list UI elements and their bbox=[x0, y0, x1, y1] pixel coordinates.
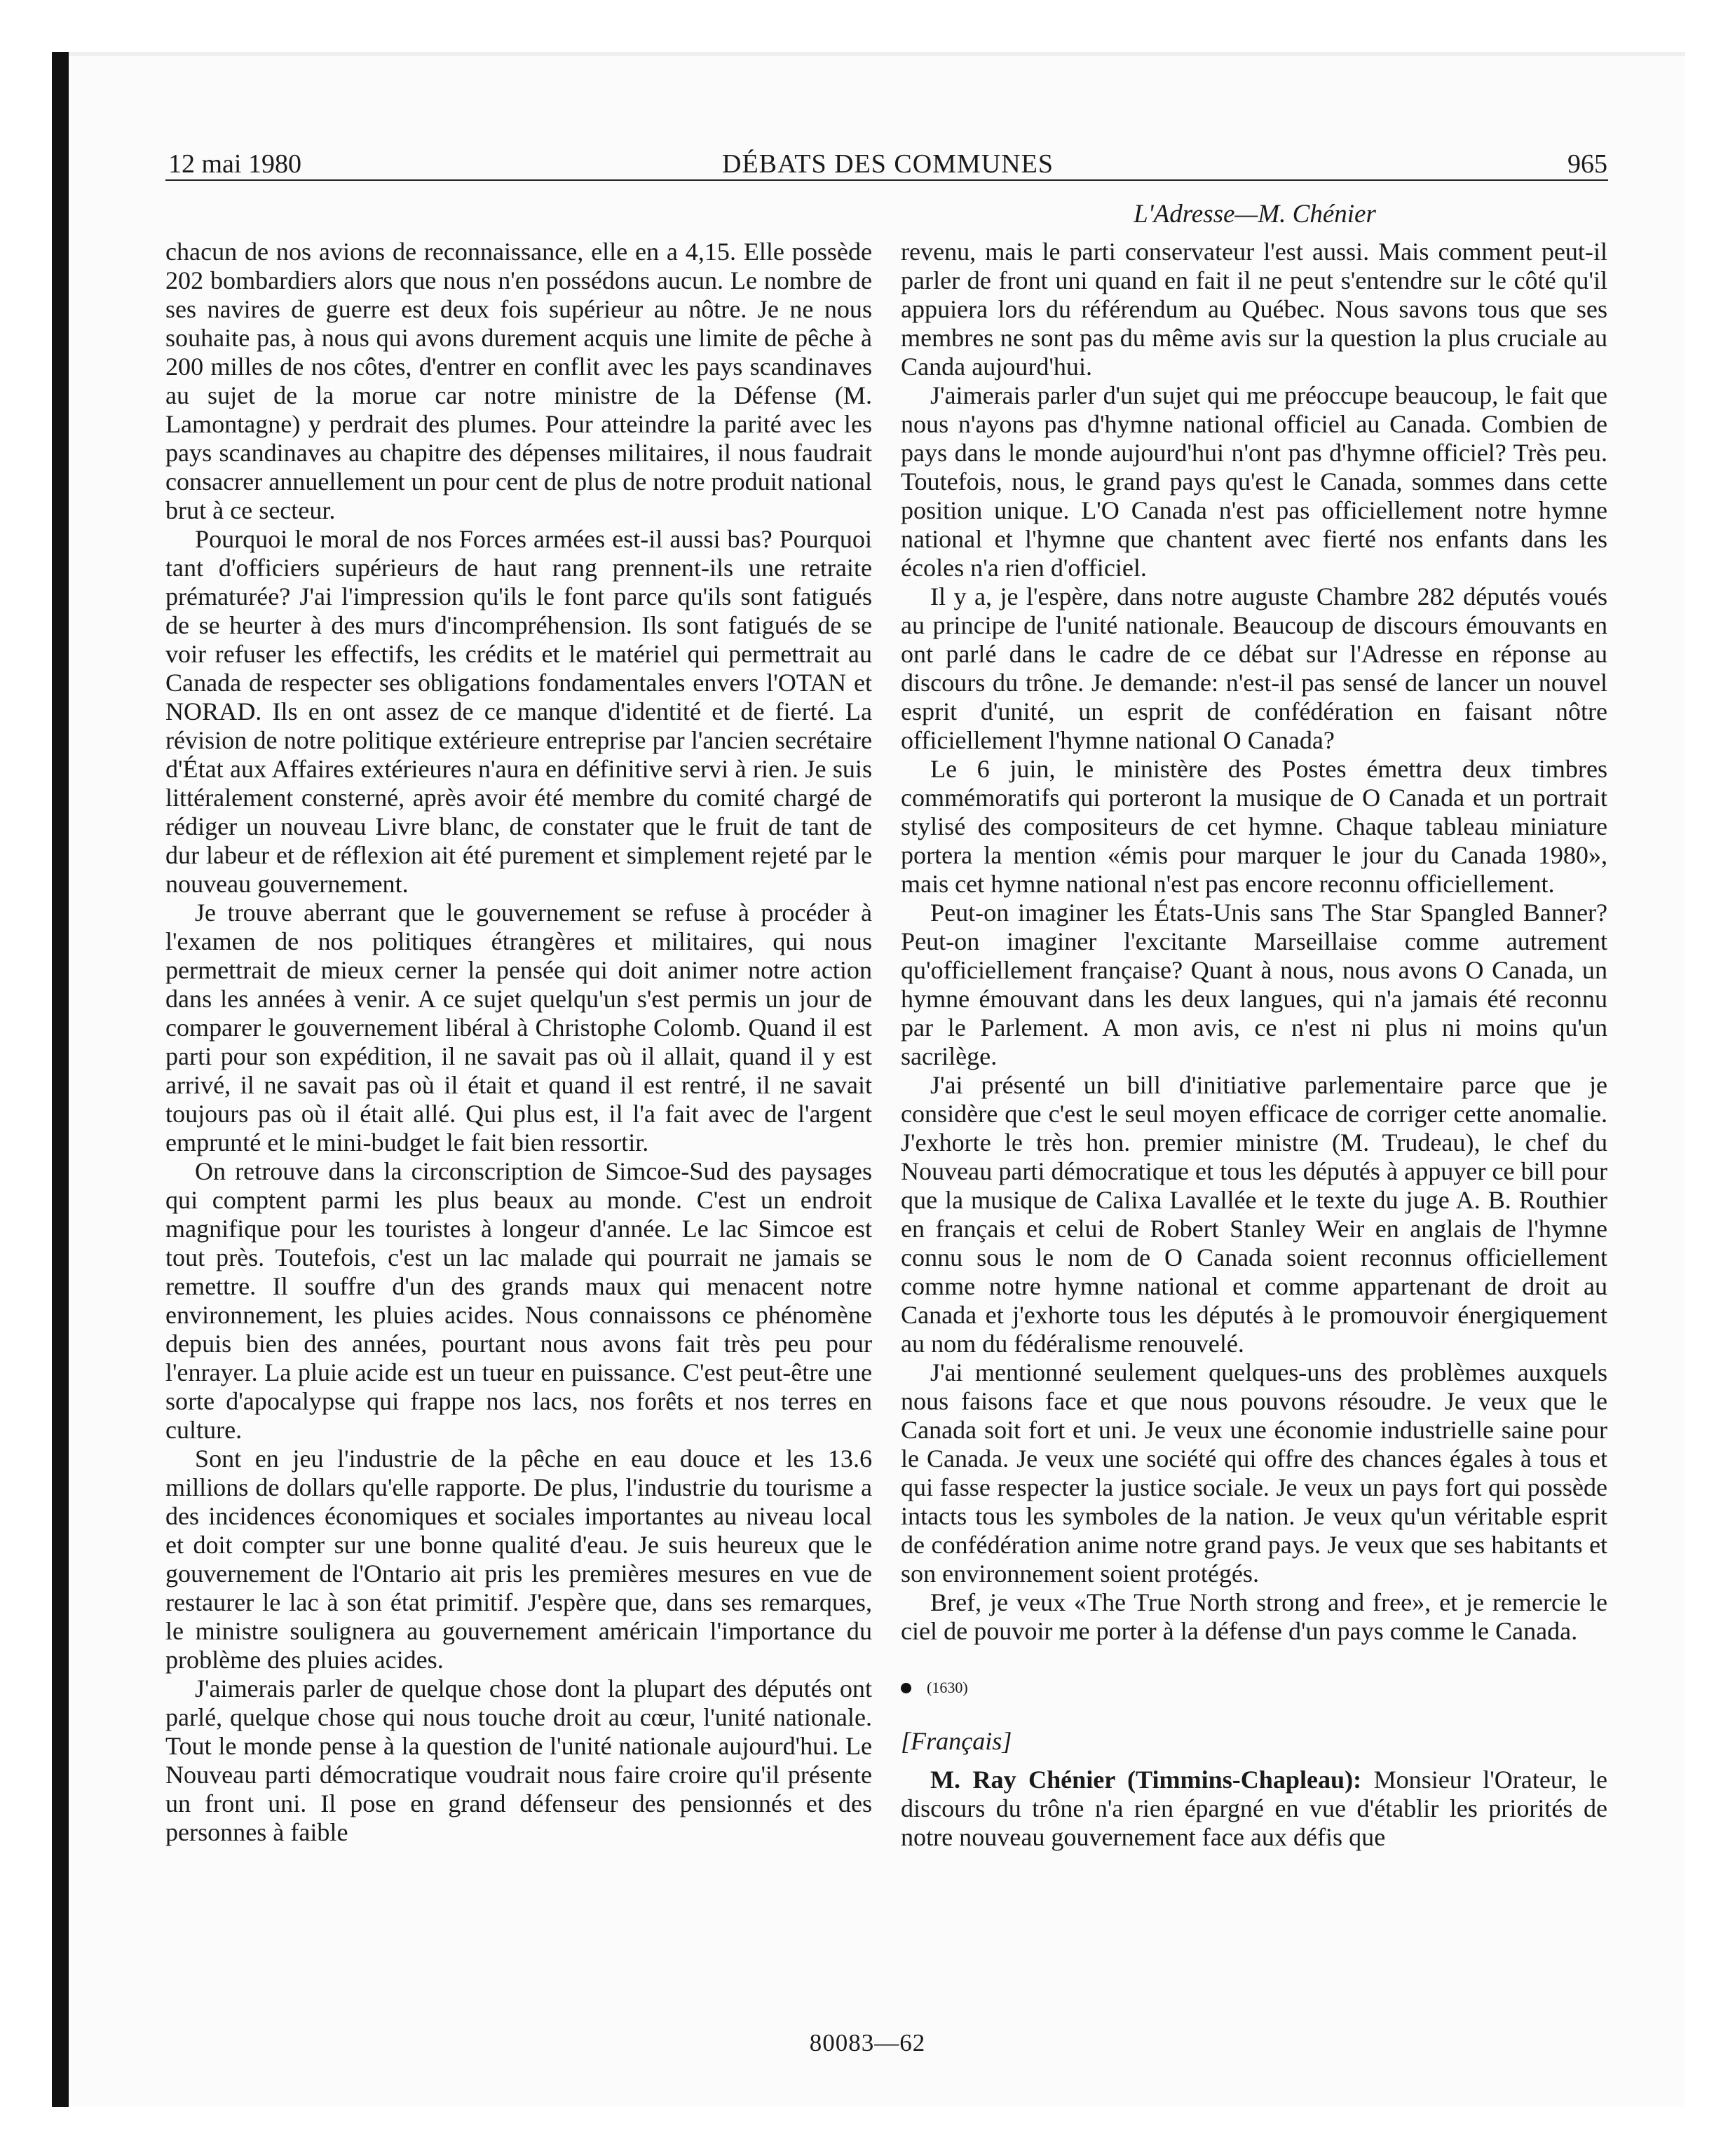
page-footer: 80083—62 bbox=[809, 2029, 926, 2056]
header-title: DÉBATS DES COMMUNES bbox=[722, 149, 1054, 179]
language-tag: [Français] bbox=[901, 1727, 1012, 1755]
left-column bbox=[165, 238, 872, 1847]
speaker-paragraph bbox=[901, 1766, 1607, 1852]
bullet-icon bbox=[901, 1683, 911, 1693]
paragraph: J'aimerais parler d'un sujet qui me préoccupe beaucoup, le fait que nous n'ayons pas d'hymne national officiel au Canada. Combien de pays dans le monde aujourd'hui n'ont pas d'hymne officiel? Très peu. Toutefois, nous, le grand pays qu'est le Canada, sommes dans cette position unique. L'O Canada n'est pas officiellement notre hymne national et l'hymne que chantent avec fierté nos enfants dans les écoles n'a rien d'officiel. bbox=[901, 381, 1607, 582]
scan-left-edge bbox=[52, 52, 69, 2107]
paragraph: Bref, je veux «The True North strong and free», et je remercie le ciel de pouvoir me porter à la défense d'un pays comme le Canada. bbox=[901, 1588, 1607, 1645]
right-column bbox=[901, 238, 1607, 1852]
page-header bbox=[168, 143, 1607, 185]
speaker-text: Monsieur l'Orateur, le discours du trône n'a rien épargné en vue d'établir les priorités de notre nouveau gouvernement face aux défis que bbox=[901, 1766, 1607, 1851]
paragraph: Je trouve aberrant que le gouvernement se refuse à procéder à l'examen de nos politiques étrangères et militaires, qui nous permettrait de mieux cerner la pensée qui doit animer notre action dans les années à venir. A ce sujet quelqu'un s'est permis un jour de comparer le gouvernement libéral à Christophe Colomb. Quand il est parti pour son expédition, il ne savait pas où il allait, quand il y est arrivé, il ne savait pas où il était et quand il est rentré, il ne savait toujours pas où il était allé. Qui plus est, il l'a fait avec de l'argent emprunté et le mini-budget le fait bien ressortir. bbox=[165, 899, 872, 1157]
paragraph: J'ai présenté un bill d'initiative parlementaire parce que je considère que c'est le seul moyen efficace de corriger cette anomalie. J'exhorte le très hon. premier ministre (M. Trudeau), le chef du Nouveau parti démocratique et tous les députés à appuyer ce bill pour que la musique de Calixa Lavallée et le texte du juge A. B. Routhier en français et celui de Robert Stanley Weir en anglais de l'hymne connu sous le nom de O Canada soient reconnus officiellement comme notre hymne national et comme appartenant de droit au Canada et j'exhorte tous les députés à le promouvoir énergiquement au nom du fédéralisme renouvelé. bbox=[901, 1071, 1607, 1358]
speaker-name: M. Ray Chénier (Timmins-Chapleau): bbox=[930, 1766, 1362, 1794]
paragraph: J'ai mentionné seulement quelques-uns des problèmes auxquels nous faisons face et que nous pouvons résoudre. Je veux que le Canada soit fort et uni. Je veux une économie industrielle saine pour le Canada. Je veux une société qui offre des chances égales à tous et qui fasse respecter la justice sociale. Je veux un pays fort qui possède intacts tous les symboles de la nation. Je veux qu'un véritable esprit de confédération anime notre grand pays. Je veux que ses habitants et son environnement soient protégés. bbox=[901, 1358, 1607, 1588]
paragraph: On retrouve dans la circonscription de Simcoe-Sud des paysages qui comptent parmi les plus beaux au monde. C'est un endroit magnifique pour les touristes à longeur d'année. Le lac Simcoe est tout près. Toutefois, c'est un lac malade qui pourrait ne jamais se remettre. Il souffre d'un des grands maux qui menacent notre environnement, les pluies acides. Nous connaissons ce phénomène depuis bien des années, pourtant nous avons fait très peu pour l'enrayer. La pluie acide est un tueur en puissance. C'est peut-être une sorte d'apocalypse qui frappe nos lacs, nos forêts et nos terres en culture. bbox=[165, 1157, 872, 1444]
time-marker bbox=[901, 1678, 1607, 1698]
paragraph: Pourquoi le moral de nos Forces armées est-il aussi bas? Pourquoi tant d'officiers supérieurs de haut rang prennent-ils une retraite prématurée? J'ai l'impression qu'ils le font parce qu'ils sont fatigués de se heurter à des murs d'incompréhension. Ils sont fatigués de se voir refuser les effectifs, les crédits et le matériel qui permettrait au Canada de respecter ses obligations fondamentales envers l'OTAN et NORAD. Ils en ont assez de ce manque d'identité et de fierté. La révision de notre politique extérieure entreprise par l'ancien secrétaire d'État aux Affaires extérieures n'aura en définitive servi à rien. Je suis littéralement consterné, après avoir été membre du comité chargé de rédiger un nouveau Livre blanc, de constater que le fruit de tant de dur labeur et de réflexion ait été purement et simplement rejeté par le nouveau gouvernement. bbox=[165, 525, 872, 898]
time-marker-text: (1630) bbox=[927, 1679, 968, 1696]
paragraph: revenu, mais le parti conservateur l'est aussi. Mais comment peut-il parler de front uni quand en fait il ne peut s'entendre sur le côté qu'il appuiera lors du référendum au Québec. Nous savons tous que ses membres ne sont pas du même avis sur la question la plus cruciale au Canda aujourd'hui. bbox=[901, 238, 1607, 381]
paragraph: Il y a, je l'espère, dans notre auguste Chambre 282 députés voués au principe de l'unité nationale. Beaucoup de discours émouvants en ont parlé dans le cadre de ce débat sur l'Adresse en réponse au discours du trône. Je demande: n'est-il pas sensé de lancer un nouvel esprit d'unité, un esprit de confédération en faisant nôtre officiellement l'hymne national O Canada? bbox=[901, 582, 1607, 754]
running-head: L'Adresse—M. Chénier bbox=[1134, 200, 1376, 228]
paragraph: chacun de nos avions de reconnaissance, elle en a 4,15. Elle possède 202 bombardiers alors que nous n'en possédons aucun. Le nombre de ses navires de guerre est deux fois supérieur au nôtre. Je ne nous souhaite pas, à nous qui avons durement acquis une limite de pêche à 200 milles de nos côtes, d'entrer en conflit avec les pays scandinaves au sujet de la morue car notre ministre de la Défense (M. Lamontagne) y perdrait des plumes. Pour atteindre la parité avec les pays scandinaves au chapitre des dépenses militaires, il nous faudrait consacrer annuellement un pour cent de plus de notre produit national brut à ce secteur. bbox=[165, 238, 872, 524]
paragraph: J'aimerais parler de quelque chose dont la plupart des députés ont parlé, quelque chose qui nous touche droit au cœur, l'unité nationale. Tout le monde pense à la question de l'unité nationale aujourd'hui. Le Nouveau parti démocratique voudrait nous faire croire qu'il présente un front uni. Il pose en grand défenseur des pensionnés et des personnes à faible bbox=[165, 1674, 872, 1846]
header-date: 12 mai 1980 bbox=[168, 149, 301, 179]
header-rule bbox=[165, 179, 1608, 181]
paragraph: Peut-on imaginer les États-Unis sans The Star Spangled Banner? Peut-on imaginer l'excitante Marseillaise comme autrement qu'officiellement française? Quant à nous, nous avons O Canada, un hymne émouvant dans les deux langues, qui n'a jamais été reconnu par le Parlement. A mon avis, ce n'est ni plus ni moins qu'un sacrilège. bbox=[901, 899, 1607, 1070]
paragraph: Le 6 juin, le ministère des Postes émettra deux timbres commémoratifs qui porteront la musique de O Canada et un portrait stylisé des compositeurs de cet hymne. Chaque tableau miniature portera la mention «émis pour marquer le jour du Canada 1980», mais cet hymne national n'est pas encore reconnu officiellement. bbox=[901, 755, 1607, 898]
paragraph: Sont en jeu l'industrie de la pêche en eau douce et les 13.6 millions de dollars qu'elle rapporte. De plus, l'industrie du tourisme a des incidences économiques et sociales importantes au niveau local et doit compter sur une bonne qualité d'eau. Je suis heureux que le gouvernement de l'Ontario ait pris les premières mesures en vue de restaurer le lac à son état primitif. J'espère que, dans ses remarques, le ministre soulignera au gouvernement américain l'importance du problème des pluies acides. bbox=[165, 1445, 872, 1674]
header-page-number: 965 bbox=[1567, 149, 1607, 179]
